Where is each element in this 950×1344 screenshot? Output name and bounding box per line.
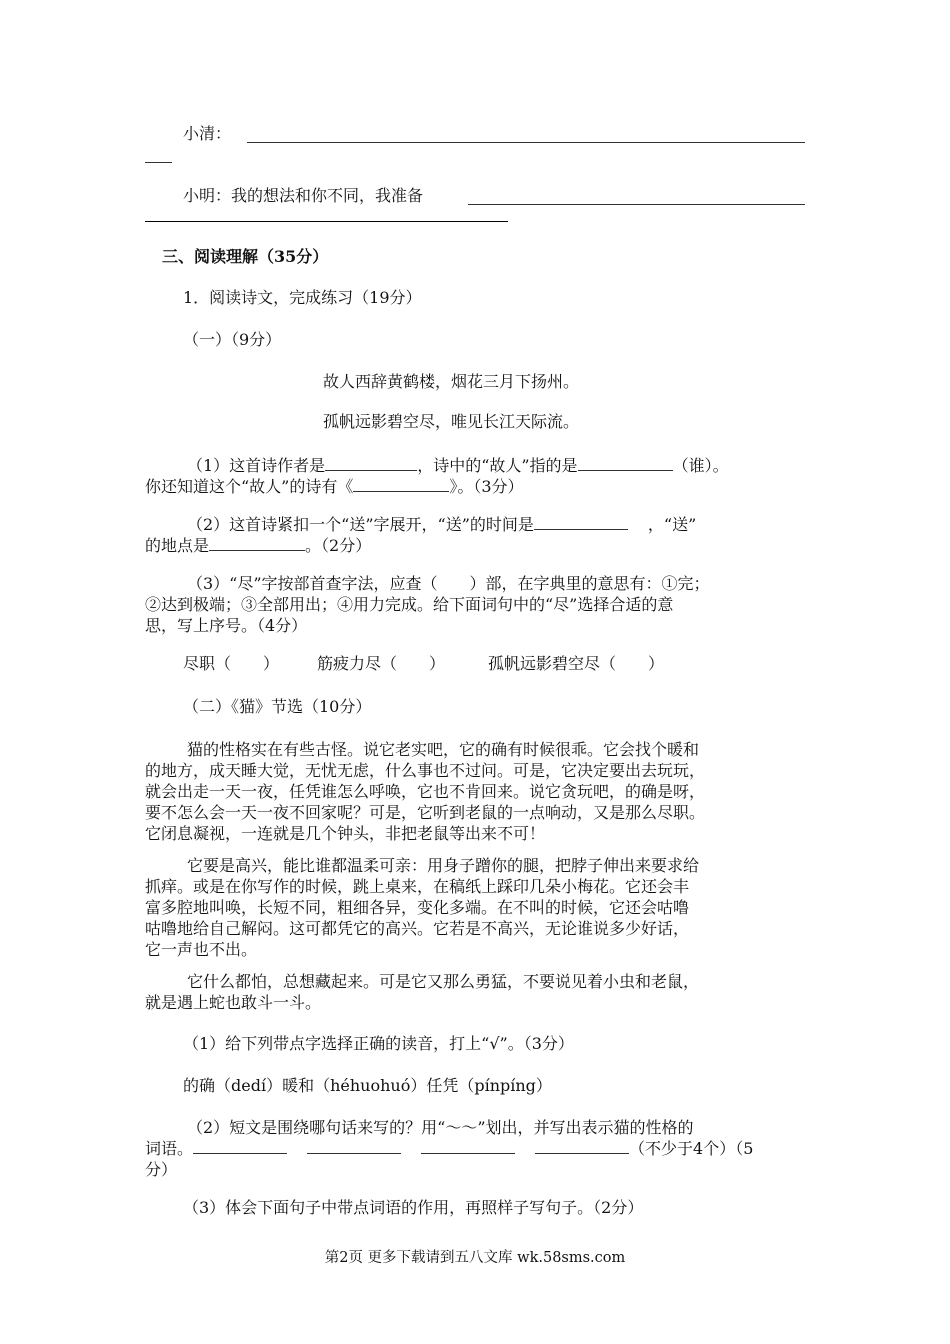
blank-friend[interactable] — [578, 455, 673, 471]
poem-line-1: 故人西辞黄鹤楼，烟花三月下扬州。 — [323, 372, 580, 391]
cat-paragraph-2: 它要是高兴，能比谁都温柔可亲：用身子蹭你的腿，把脖子伸出来要求给 抓痒。或是在你写作的时候，跳上桌来，在稿纸上踩印几朵小梅花。它还会丰 富多腔地叫唤，长短不同，粗细各异，变化多端。在不叫的时候，它还会咕噜 咕噜地给自己解闷。这可都凭它的高兴。它若是不高兴，无论谁说多少好话， 它一声也不出。 — [145, 856, 700, 959]
part2-question-1: （1）给下列带点字选择正确的读音，打上“√”。（3分） — [183, 1034, 574, 1053]
pinyin-choices: 的确（dedí）暖和（héhuohuó）任凭（pínpíng） — [183, 1076, 552, 1095]
answer-line-xiaoming — [468, 204, 805, 205]
xiaoqing-label: 小清： — [183, 124, 232, 143]
poem-line-2: 孤帆远影碧空尽，唯见长江天际流。 — [323, 412, 580, 431]
answer-line-xiaoqing-cont — [145, 162, 172, 163]
part1-question-1: （1）这首诗作者是 ，诗中的“故人”指的是 （谁）。 你还知道这个“故人”的诗有《 》。（3分） — [145, 456, 729, 496]
section-heading: 三、阅读理解（35分） — [162, 247, 329, 266]
cat-paragraph-3: 它什么都怕，总想藏起来。可是它又那么勇猛，不要说见着小虫和老鼠， 就是遇上蛇也敢斗一斗。 — [145, 972, 700, 1012]
question-1-title: 1．阅读诗文，完成练习（19分） — [183, 288, 422, 307]
blank-send-place[interactable] — [209, 535, 305, 551]
choice-1: 尽职（ ） — [183, 654, 280, 673]
xiaoming-text: 小明：我的想法和你不同，我准备 — [183, 186, 424, 205]
blank-author[interactable] — [325, 455, 417, 471]
answer-line-xiaoming-cont — [145, 221, 508, 222]
blank-poem-title[interactable] — [353, 476, 449, 492]
page-footer: 第2页 更多下载请到五八文库 wk.58sms.com — [324, 1250, 626, 1266]
part-2-title: （二）《猫》节选（10分） — [183, 697, 372, 716]
choice-3: 孤帆远影碧空尽（ ） — [488, 654, 665, 673]
answer-line-xiaoqing — [247, 142, 805, 143]
blank-send-time[interactable] — [534, 514, 628, 530]
blank-trait-1[interactable] — [193, 1138, 287, 1154]
part-1-title: （一）（9分） — [183, 330, 282, 349]
choice-2: 筋疲力尽（ ） — [317, 654, 446, 673]
part2-question-3: （3）体会下面句子中带点词语的作用，再照样子写句子。（2分） — [183, 1198, 644, 1217]
part1-question-2: （2）这首诗紧扣一个“送”字展开，“送”的时间是 ，“送” 的地点是 。（2分） — [145, 515, 697, 555]
part2-question-2: （2）短文是围绕哪句话来写的？用“～～”划出，并写出表示猫的性格的 词语。 （不少于4个）（5 分） — [145, 1118, 754, 1179]
blank-trait-4[interactable] — [535, 1138, 629, 1154]
blank-trait-3[interactable] — [421, 1138, 515, 1154]
part1-question-3: （3）“尽”字按部首查字法，应查（ ）部，在字典里的意思有：①完； ②达到极端；③全部用出；④用力完成。给下面词句中的“尽”选择合适的意 思，写上序号。（4分） — [145, 574, 710, 635]
blank-trait-2[interactable] — [307, 1138, 401, 1154]
cat-paragraph-1: 猫的性格实在有些古怪。说它老实吧，它的确有时候很乖。它会找个暖和 的地方，成天睡大觉，无忧无虑，什么事也不过问。可是，它决定要出去玩玩， 就会出走一天一夜，任凭谁怎么呼唤，它也不肯回来。说它贪玩吧，的确是呀， 要不怎么会一天一夜不回家呢？可是，它听到老鼠的一点响动，又是那么尽职。 它闭息凝视，一连就是几个钟头，非把老鼠等出来不可！ — [145, 740, 706, 843]
